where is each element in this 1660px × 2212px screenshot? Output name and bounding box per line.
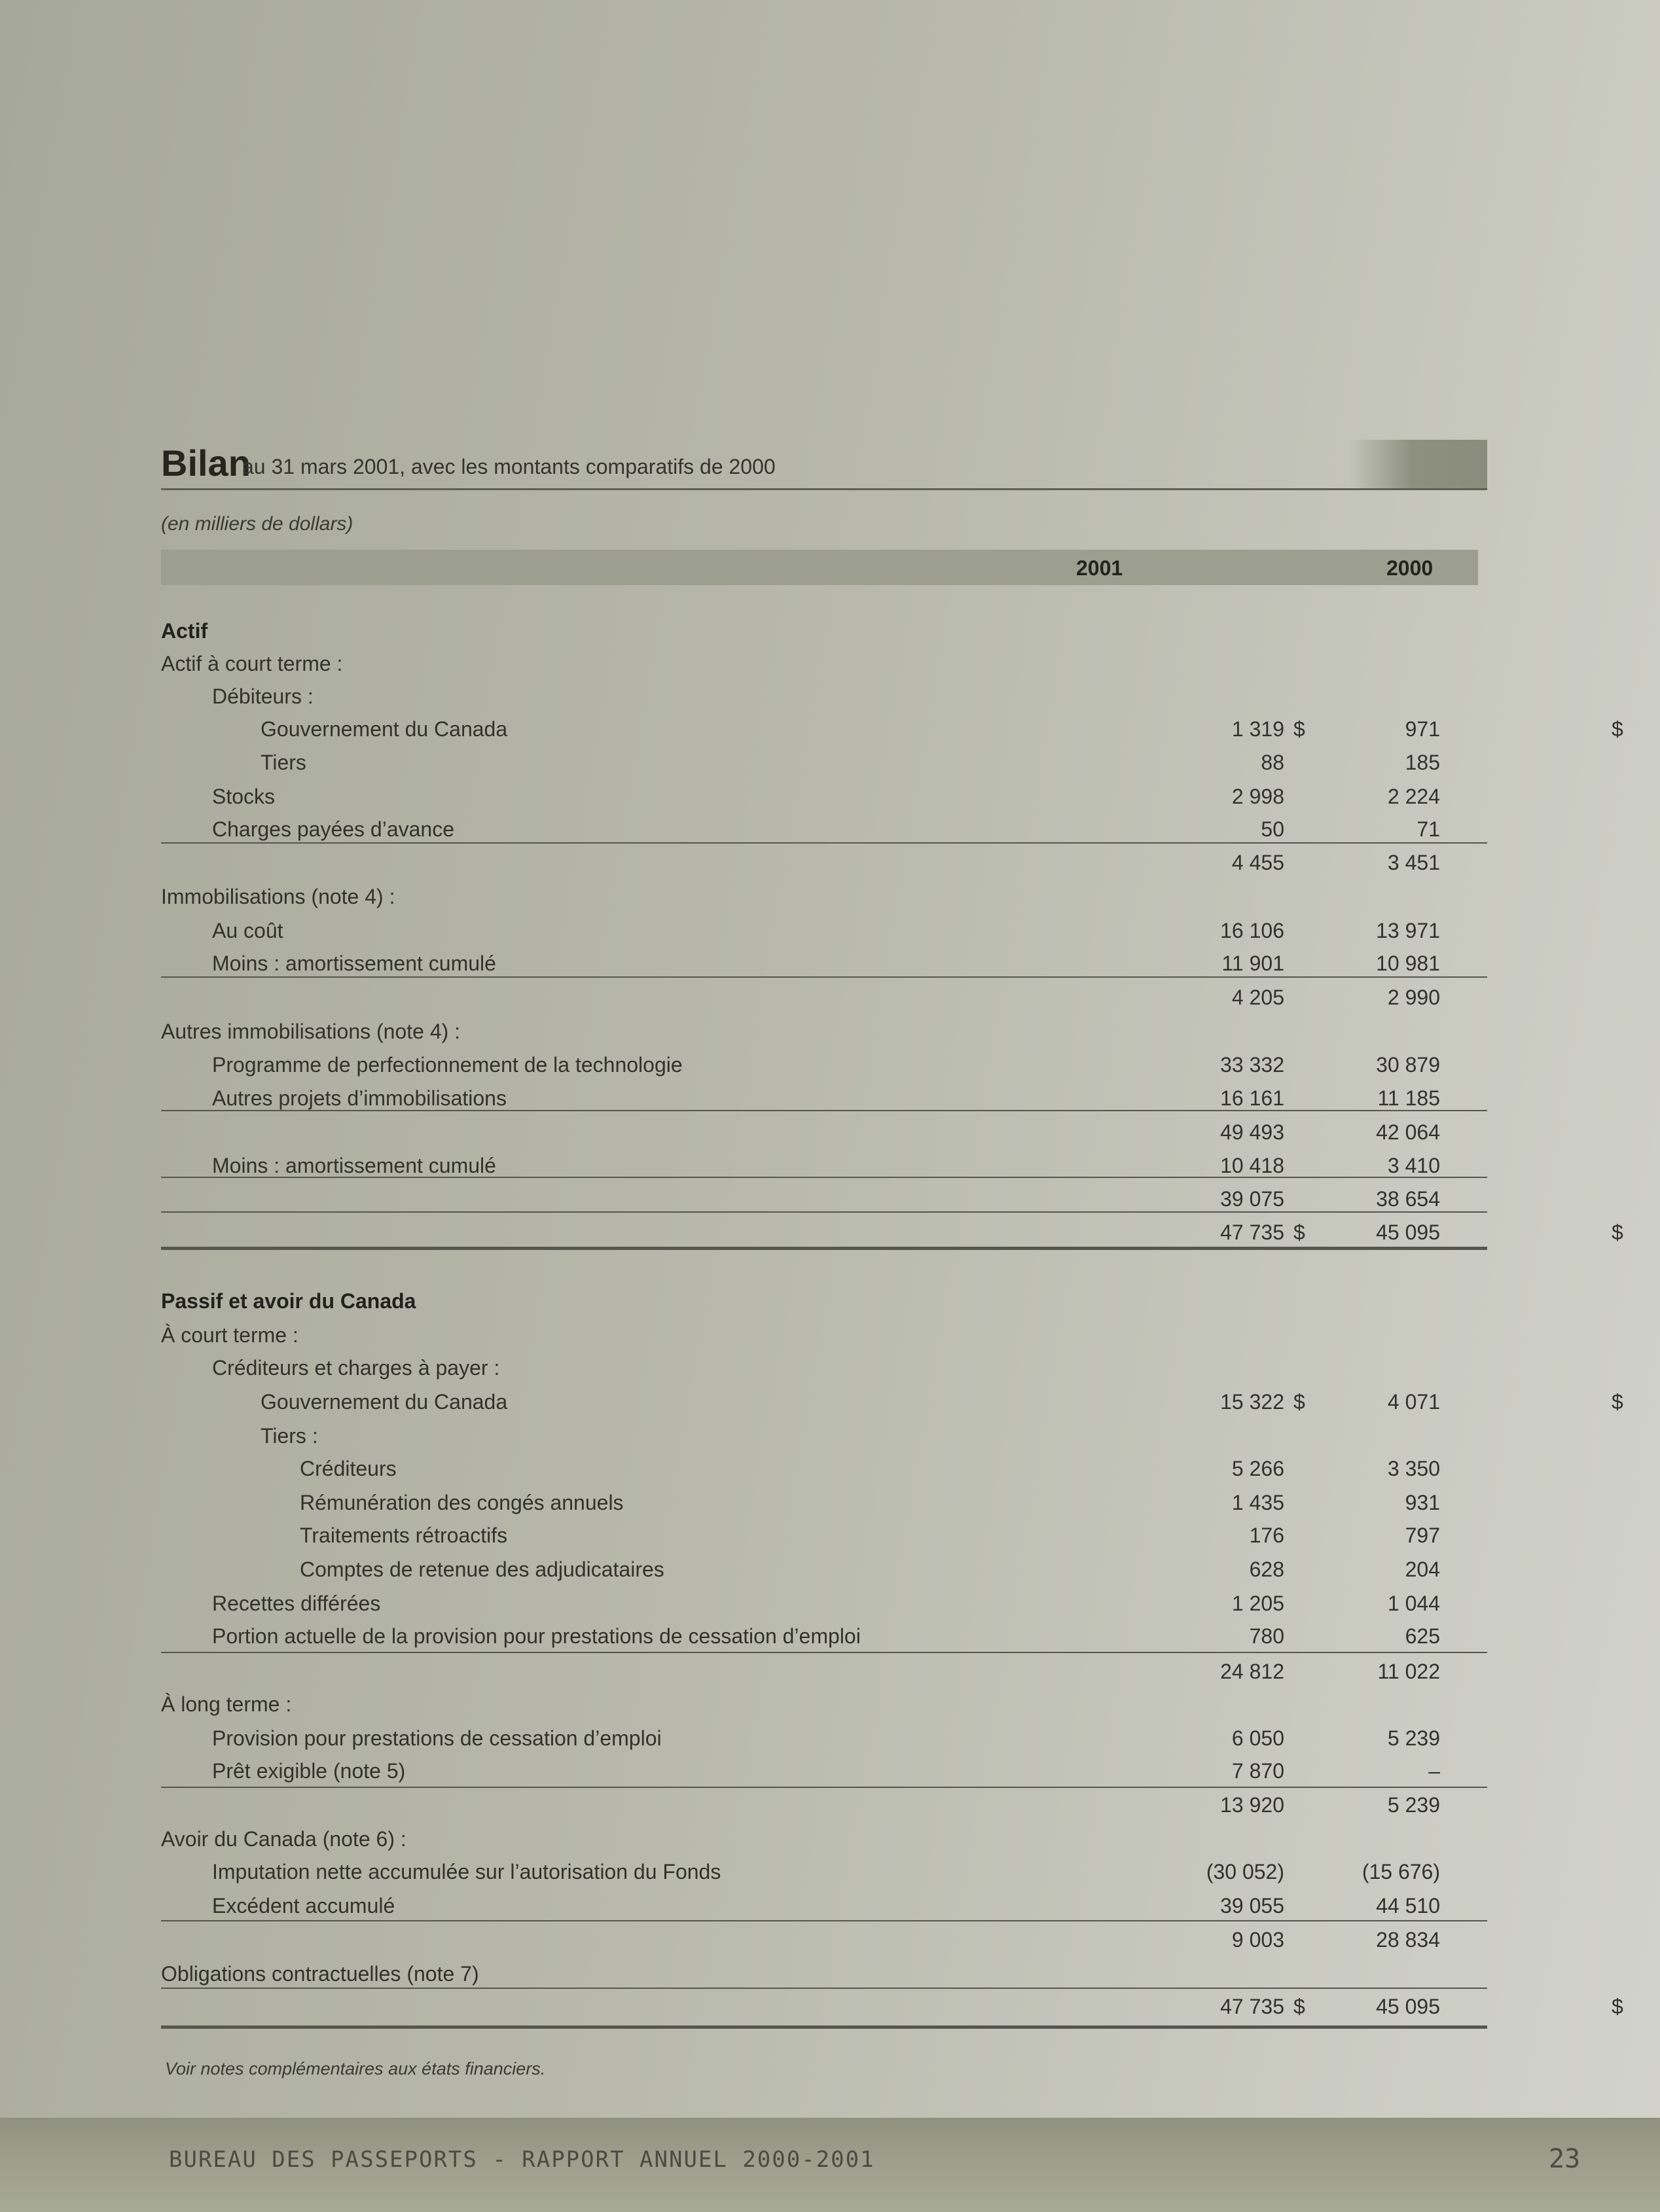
value-2001: 39 075: [1220, 1187, 1284, 1211]
row-label: À court terme :: [161, 1323, 298, 1347]
footer-text: BUREAU DES PASSEPORTS - RAPPORT ANNUEL 2000-2001: [169, 2147, 875, 2173]
table-row: [161, 1217, 1623, 1249]
table-row: [161, 1453, 1487, 1486]
subtotal-rule: [161, 1211, 1487, 1213]
value-2000: 4 071: [1387, 1390, 1440, 1414]
subtotal-rule: [161, 1652, 1487, 1653]
row-label: Tiers :: [261, 1424, 318, 1448]
table-row: [161, 1789, 1487, 1822]
subtotal-rule: [161, 976, 1487, 978]
currency-symbol: $: [1612, 1221, 1623, 1244]
table-row: [161, 1958, 1487, 1991]
page-number: 23: [1549, 2144, 1581, 2174]
value-2001: 1 205: [1231, 1592, 1284, 1615]
row-label: Au coût: [212, 919, 283, 942]
table-row: [161, 1285, 1487, 1318]
value-2001: 7 870: [1231, 1759, 1284, 1783]
total-rule: [161, 1247, 1487, 1250]
row-label: Passif et avoir du Canada: [161, 1289, 416, 1313]
value-2000: (15 676): [1362, 1860, 1440, 1883]
table-row: [161, 681, 1487, 713]
table-row: [161, 1688, 1487, 1721]
value-2000: 42 064: [1376, 1120, 1440, 1144]
value-2001: 780: [1249, 1624, 1284, 1648]
subtotal-rule: [161, 1110, 1487, 1111]
row-label: Stocks: [212, 785, 276, 808]
row-label: Portion actuelle de la provision pour prestations de cessation d’emploi: [212, 1624, 861, 1648]
value-2000: 625: [1405, 1624, 1440, 1648]
value-2001: 10 418: [1220, 1154, 1284, 1177]
value-2001: 33 332: [1220, 1053, 1284, 1077]
value-2001: 1 435: [1231, 1491, 1284, 1514]
table-row: [161, 1016, 1487, 1048]
value-2001: 1 319: [1231, 717, 1284, 741]
currency-symbol: $: [1293, 1390, 1305, 1414]
value-2000: 44 510: [1376, 1894, 1440, 1918]
table-row: [161, 915, 1487, 948]
value-2001: 628: [1249, 1558, 1284, 1581]
table-row: [161, 1620, 1487, 1653]
value-2001: 39 055: [1220, 1894, 1284, 1918]
table-row: [161, 881, 1487, 914]
row-label: Programme de perfectionnement de la technologie: [212, 1053, 683, 1077]
table-row: [161, 1890, 1487, 1923]
value-2001: 24 812: [1220, 1660, 1284, 1683]
row-label: Recettes différées: [212, 1592, 381, 1615]
table-row: [161, 813, 1487, 846]
value-2000: 45 095: [1376, 1221, 1440, 1244]
table-row: [161, 1755, 1487, 1788]
value-2001: 5 266: [1231, 1457, 1284, 1480]
row-label: Créditeurs: [300, 1457, 397, 1480]
table-row: [161, 1554, 1487, 1586]
value-2000: 1 044: [1387, 1592, 1440, 1615]
page-subtitle: au 31 mars 2001, avec les montants comparatifs de 2000: [242, 455, 776, 478]
table-row: [161, 1588, 1487, 1620]
row-label: Créditeurs et charges à payer :: [212, 1356, 500, 1380]
table-row: [161, 1656, 1487, 1688]
row-label: Charges payées d’avance: [212, 817, 455, 841]
row-label: À long terme :: [161, 1692, 292, 1716]
row-label: Actif: [161, 619, 208, 643]
value-2001: 11 901: [1221, 952, 1284, 975]
value-2001: 176: [1249, 1524, 1284, 1547]
column-header-band: [161, 550, 1478, 585]
table-row: [161, 1924, 1487, 1957]
currency-symbol: $: [1612, 717, 1623, 741]
row-label: Obligations contractuelles (note 7): [161, 1962, 479, 1986]
table-row: [161, 1352, 1487, 1385]
value-2001: 4 455: [1231, 851, 1284, 874]
table-row: [161, 615, 1487, 648]
page-title: Bilan: [161, 442, 251, 484]
value-2000: 797: [1405, 1524, 1440, 1547]
row-label: Moins : amortissement cumulé: [212, 1154, 496, 1177]
value-2000: 5 239: [1387, 1793, 1440, 1817]
value-2000: 5 239: [1387, 1726, 1440, 1750]
row-label: Gouvernement du Canada: [261, 1390, 508, 1414]
row-label: Imputation nette accumulée sur l’autorisation du Fonds: [212, 1860, 721, 1883]
value-2001: (30 052): [1206, 1860, 1284, 1883]
table-row: [161, 1319, 1487, 1352]
row-label: Gouvernement du Canada: [261, 717, 508, 741]
value-2000: 28 834: [1376, 1928, 1440, 1952]
currency-symbol: $: [1612, 1995, 1623, 2018]
row-label: Rémunération des congés annuels: [300, 1491, 624, 1514]
row-label: Immobilisations (note 4) :: [161, 885, 395, 908]
value-2000: 3 350: [1387, 1457, 1440, 1480]
value-2000: 204: [1405, 1558, 1440, 1581]
subtotal-rule: [161, 842, 1487, 844]
value-2000: 38 654: [1376, 1187, 1440, 1211]
value-2000: 45 095: [1376, 1995, 1440, 2018]
table-row: [161, 1856, 1487, 1889]
value-2000: 11 185: [1377, 1086, 1440, 1110]
row-label: Provision pour prestations de cessation d’emploi: [212, 1726, 662, 1750]
footnote: Voir notes complémentaires aux états financiers.: [165, 2059, 546, 2078]
row-label: Autres immobilisations (note 4) :: [161, 1020, 461, 1043]
table-row: [161, 713, 1623, 746]
value-2001: 16 106: [1220, 919, 1284, 942]
subtotal-rule: [161, 1988, 1487, 1989]
table-row: [161, 847, 1487, 880]
row-label: Autres projets d’immobilisations: [212, 1086, 507, 1110]
row-label: Débiteurs :: [212, 685, 314, 708]
currency-symbol: $: [1293, 1221, 1305, 1244]
value-2000: 185: [1405, 751, 1440, 774]
table-row: [161, 648, 1487, 681]
table-row: [161, 1487, 1487, 1520]
value-2001: 88: [1261, 751, 1284, 774]
value-2000: 11 022: [1377, 1660, 1440, 1683]
table-row: [161, 1722, 1487, 1755]
table-row: [161, 1049, 1487, 1082]
value-2000: 2 990: [1387, 986, 1440, 1009]
value-2001: 50: [1261, 817, 1284, 841]
row-label: Comptes de retenue des adjudicataires: [300, 1558, 664, 1581]
value-2000: 931: [1405, 1491, 1440, 1514]
value-2000: –: [1428, 1759, 1440, 1783]
value-2001: 6 050: [1231, 1726, 1284, 1750]
value-2001: 9 003: [1231, 1928, 1284, 1952]
row-label: Excédent accumulé: [212, 1894, 395, 1918]
value-2001: 13 920: [1220, 1793, 1284, 1817]
column-header-2001: 2001: [1076, 556, 1123, 580]
row-label: Prêt exigible (note 5): [212, 1759, 406, 1783]
currency-symbol: $: [1612, 1390, 1623, 1414]
value-2001: 47 735: [1220, 1221, 1284, 1244]
currency-symbol: $: [1293, 717, 1305, 741]
table-row: [161, 781, 1487, 813]
value-2000: 971: [1405, 717, 1440, 741]
value-2001: 16 161: [1220, 1086, 1284, 1110]
table-row: [161, 1386, 1623, 1419]
value-2001: 15 322: [1220, 1390, 1284, 1414]
title-shade-block: [1350, 440, 1487, 488]
table-row: [161, 948, 1487, 980]
table-row: [161, 1520, 1487, 1552]
value-2001: 49 493: [1220, 1120, 1284, 1144]
value-2001: 2 998: [1231, 785, 1284, 808]
table-row: [161, 1823, 1487, 1856]
currency-symbol: $: [1293, 1995, 1305, 2018]
unit-note: (en milliers de dollars): [161, 513, 353, 535]
value-2000: 2 224: [1387, 785, 1440, 808]
column-header-2000: 2000: [1386, 556, 1434, 580]
title-row: [161, 440, 1487, 490]
value-2000: 3 451: [1387, 851, 1440, 874]
total-rule: [161, 2025, 1487, 2029]
row-label: Traitements rétroactifs: [300, 1524, 508, 1547]
table-row: [161, 1991, 1623, 2024]
value-2000: 10 981: [1376, 952, 1440, 975]
value-2000: 13 971: [1376, 919, 1440, 942]
subtotal-rule: [161, 1920, 1487, 1921]
value-2000: 30 879: [1376, 1053, 1440, 1077]
row-label: Avoir du Canada (note 6) :: [161, 1827, 406, 1851]
subtotal-rule: [161, 1787, 1487, 1788]
table-row: [161, 1116, 1487, 1149]
table-row: [161, 747, 1487, 779]
value-2001: 4 205: [1231, 986, 1284, 1009]
row-label: Moins : amortissement cumulé: [212, 952, 496, 975]
value-2001: 47 735: [1220, 1995, 1284, 2018]
row-label: Tiers: [261, 751, 306, 774]
value-2000: 71: [1416, 817, 1440, 841]
table-row: [161, 982, 1487, 1014]
table-row: [161, 1420, 1487, 1453]
value-2000: 3 410: [1387, 1154, 1440, 1177]
subtotal-rule: [161, 1177, 1487, 1178]
row-label: Actif à court terme :: [161, 652, 343, 675]
